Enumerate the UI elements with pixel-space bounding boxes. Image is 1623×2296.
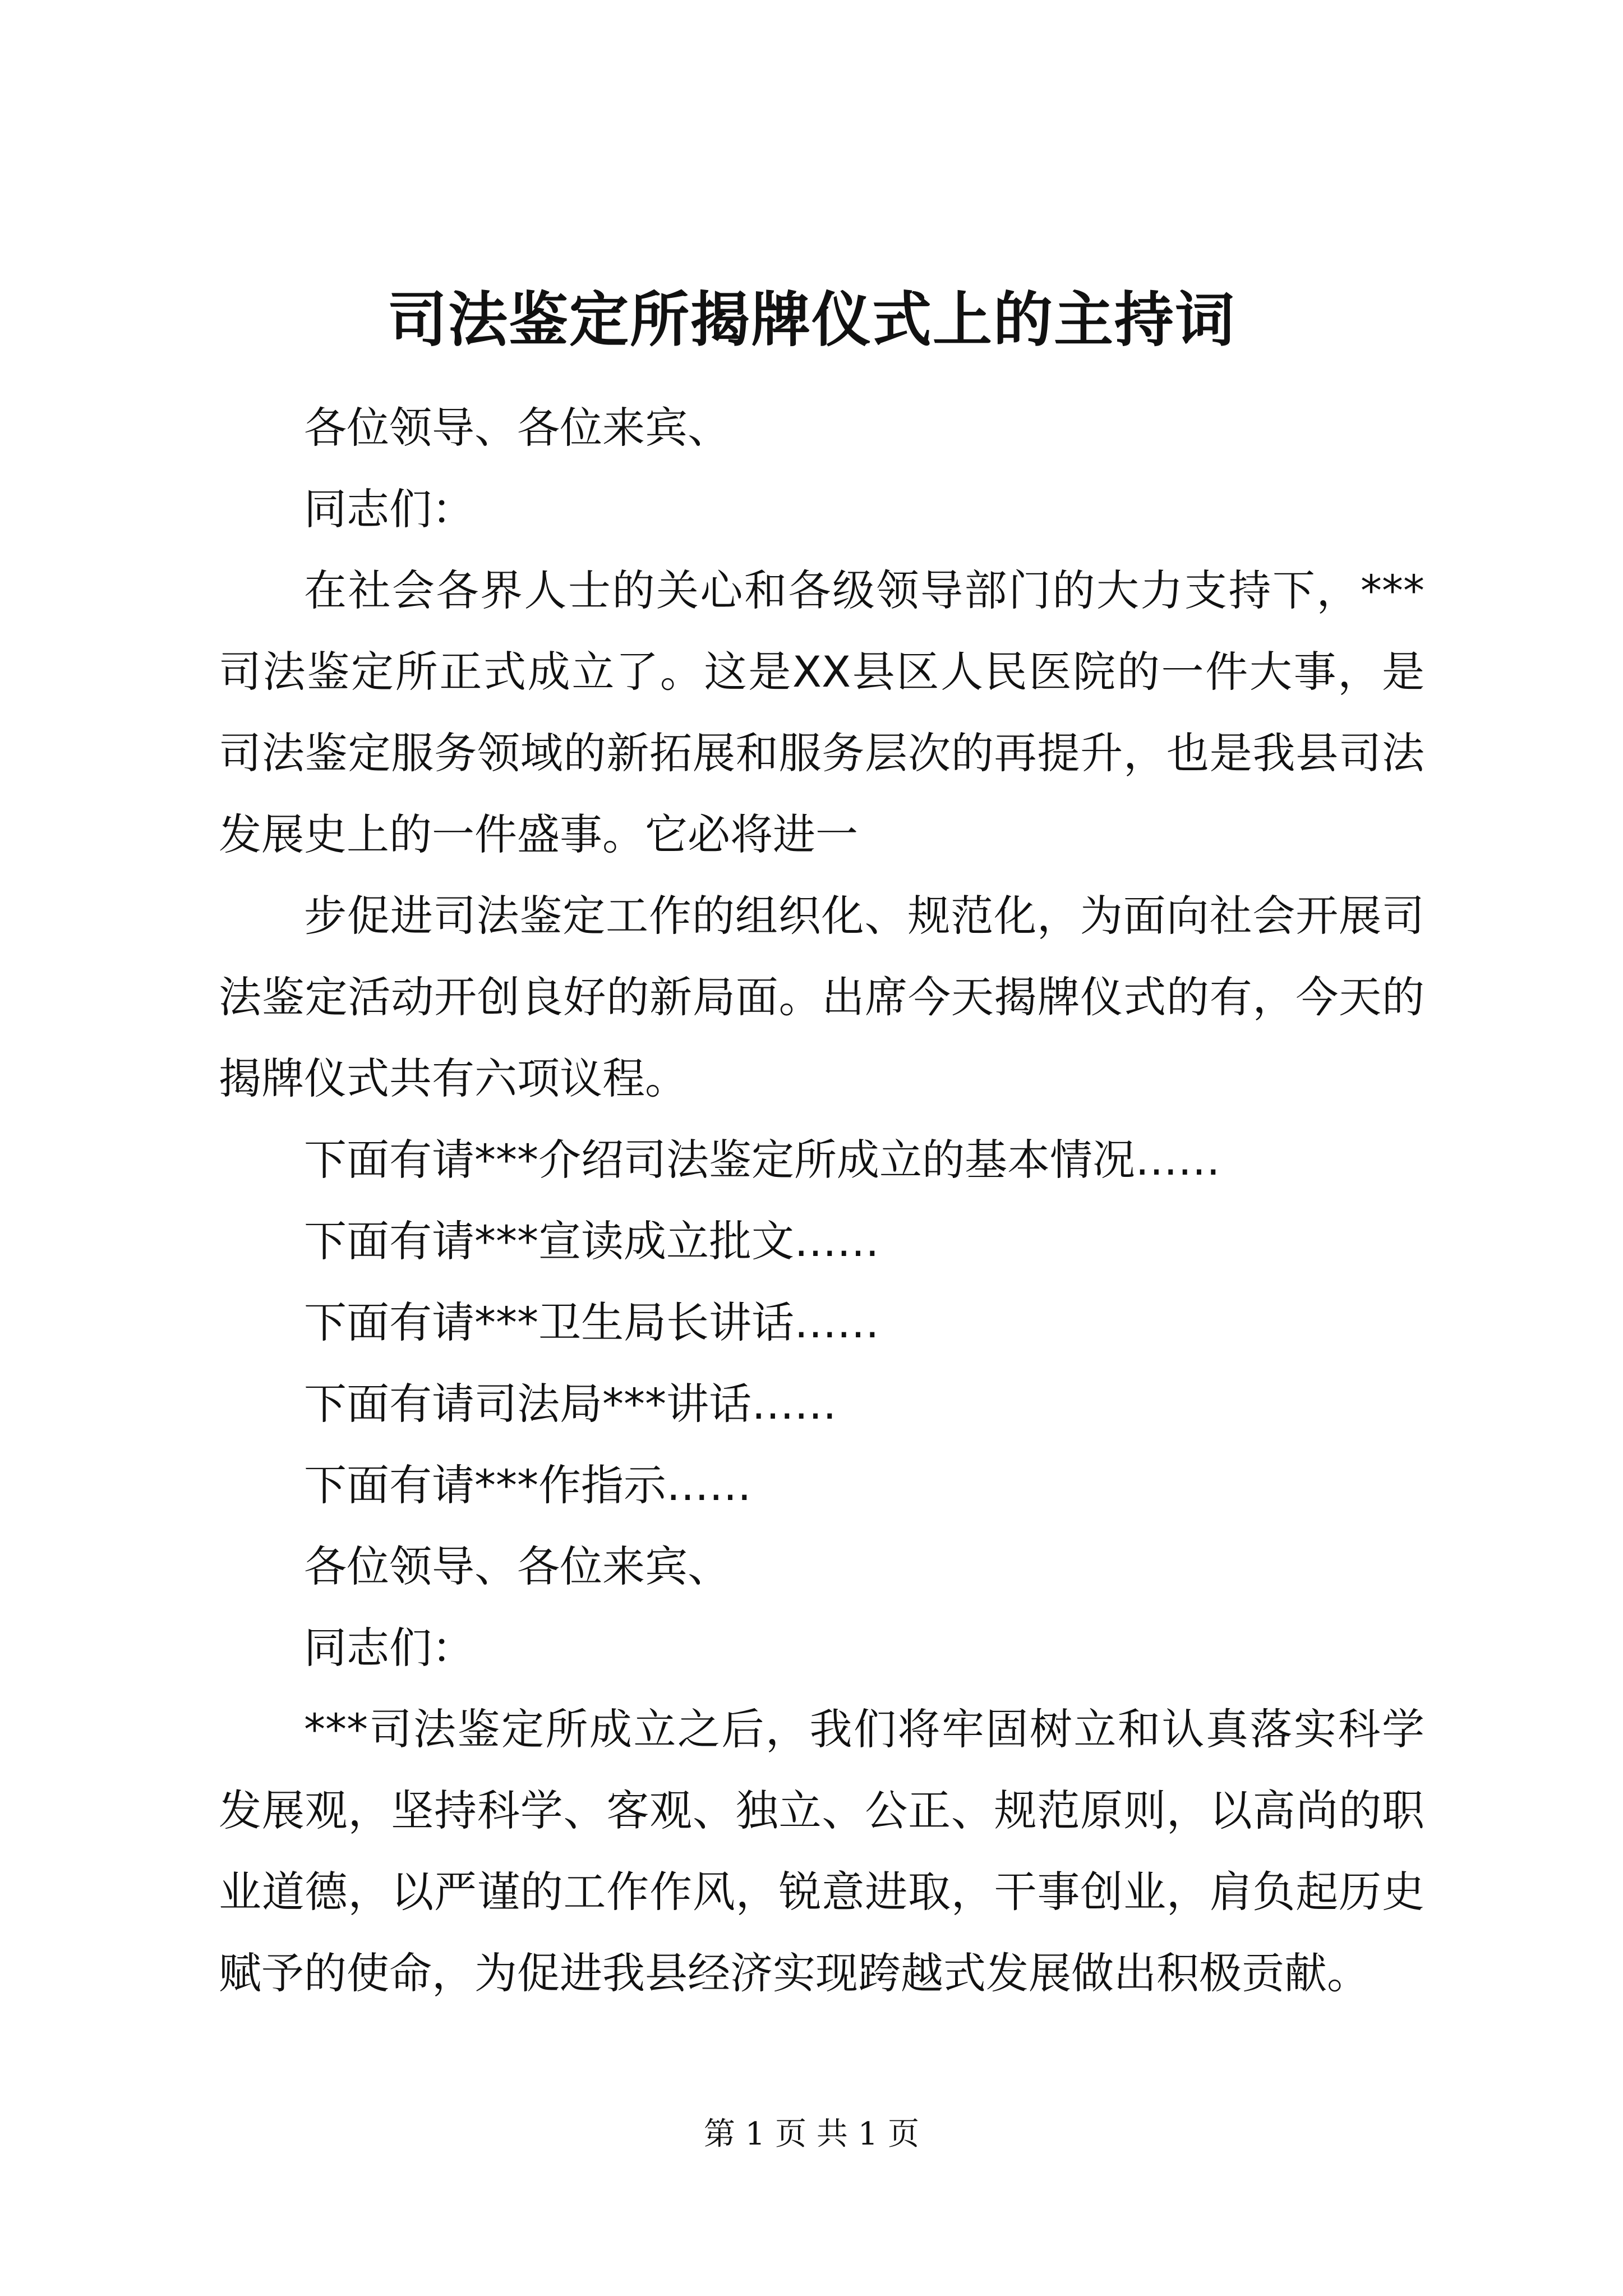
paragraph-comrades: 同志们： [304,484,474,534]
paragraph-agenda-item-2: 下面有请***宣读成立批文…… [304,1216,879,1266]
document-title: 司法鉴定所揭牌仪式上的主持词 [388,284,1235,355]
paragraph-agenda-item-5: 下面有请***作指示…… [304,1460,751,1510]
paragraph-conclusion: ***司法鉴定所成立之后，我们将牢固树立和认真落实科学发展观，坚持科学、客观、独立、公正、规范原则，以高尚的职业道德，以严谨的工作作风，锐意进取，干事创业，肩负起历史赋予的使命，为促进我县经济实现跨越式发展做出积极贡献。 [219,1704,1424,1998]
page-footer: 第 1 页 共 1 页 [703,2116,920,2152]
paragraph-greeting-closing: 各位领导、各位来宾、 [304,1542,730,1591]
paragraph-comrades-closing: 同志们： [304,1623,474,1673]
paragraph-opening: 在社会各界人士的关心和各级领导部门的大力支持下，***司法鉴定所正式成立了。这是XX县区人民医院的一件大事，是司法鉴定服务领域的新拓展和服务层次的再提升，也是我县司法发展史上的一件盛事。它必将进一 [219,565,1424,859]
paragraph-agenda-item-1: 下面有请***介绍司法鉴定所成立的基本情况…… [304,1135,1220,1185]
document-body [219,387,1424,2014]
paragraph-agenda-item-3: 下面有请***卫生局长讲话…… [304,1297,879,1347]
paragraph-greeting: 各位领导、各位来宾、 [304,403,730,453]
paragraph-agenda-item-4: 下面有请司法局***讲话…… [304,1379,837,1429]
paragraph-agenda-intro: 步促进司法鉴定工作的组织化、规范化，为面向社会开展司法鉴定活动开创良好的新局面。出席今天揭牌仪式的有，今天的揭牌仪式共有六项议程。 [219,891,1424,1103]
